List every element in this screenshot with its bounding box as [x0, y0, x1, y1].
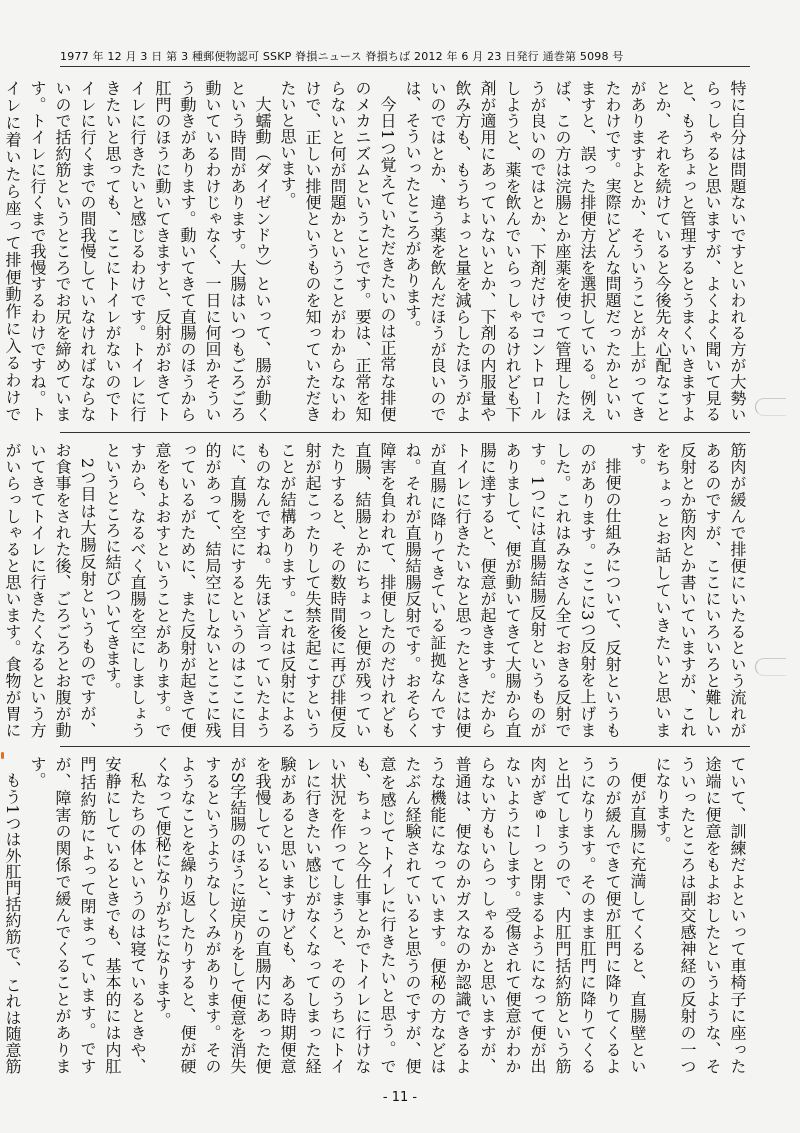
paragraph: 便が直腸に充満してくると、直腸壁というのが緩んできて便が肛門に降りてくるようになります。そのまま肛門に降りてくると出てしまうので、内肛門括約筋という筋肉がぎゅーっと閉まるようになって便が出ないようにします。受傷されて便意がわからない方もいらっしゃるかと思いますが、普通は、便なのかガスなのか認識できるような機能になっています。便秘の方などはたぶん経験されていると思うのですが、便意を感じてトイレに行きたいと思う。でも、ちょっと今仕事とかでトイレに行けない状況を作ってしまうと、そのうちにトイレに行きたい感じがなくなってしまった経験があると思いますけども、ある時期便意を我慢していると、この直腸内にあった便がS字結腸のほうに逆戻りをして便意を消失するというようなしくみがあります。そのようなことを繰り返したりすると、便が硬くなって便秘になりがちになります。 [153, 756, 647, 1074]
paragraph: 筋肉が緩んで排便にいたるという流れがあるのですが、ここにいろいろと難しい反射とか筋肉とか書いていますが、これをちょっとお話していきたいと思います。 [628, 442, 747, 738]
binder-hole-mark [755, 658, 786, 676]
paragraph: 大蠕動（ダイゼンドウ）といって、腸が動くという時間があります。大腸はいつもごろごろ動いているわけじゃなく、一日に何回かそういう動きがあります。動いてきて直腸のほうから肛門のほうに動いてきますと、反射がおきてトイレに行きたいと感じるわけです。トイレに行きたいと思っても、ここにトイレがないのでトイレに行くまでの間我慢していなければならないので括約筋というところでお尻を締めています。トイレに行くまで我慢するわけですね。トイレに着いたら座って排便動作に入るわけで [3, 80, 272, 423]
text-block-3 [3, 756, 750, 1074]
block-divider [60, 746, 750, 747]
paragraph: ていて、訓練だよといって車椅子に座った途端に便意をもよおしたというような、そういったところは副交感神経の反射の一つになります。 [653, 756, 747, 1074]
newsletter-header: 1977 年 12 月 3 日 第 3 種郵便物認可 SSKP 脊損ニュース 脊損ちば 2012 年 6 月 23 日発行 通巻第 5098 号 [60, 50, 624, 63]
paragraph: 今日1つ覚えていただきたいのは正常な排便のメカニズムということです。要は、正常を知らないと何が問題かということがわからないわけで、正しい排便というものを知っていただきたいと思います。 [278, 80, 397, 422]
paragraph: 特に自分は問題ないですといわれる方が大勢いらっしゃると思いますが、よくよく聞いて見ると、もうちょっと管理するとうまくいきますよとか、それを続けていると今後先々心配なことがありますよとか、そういうことが上がってきたわけです。実際にどんな問題だったかといいますと、誤った排便方法を選択している。例えば、この方は浣腸とか座薬を使って管理したほうが良いのではとか、下剤だけでコントロールしようと、薬を飲んでいらっしゃるけれども下剤が適用にあっていないとか、下剤の内服量や飲み方も、もうちょっと量を減らしたほうがよいのではとか、違う薬を飲んだほうが良いのでは、そういったところがあります。 [403, 80, 747, 422]
page-number: - 11 - [382, 1090, 418, 1105]
block-divider [60, 432, 750, 433]
paragraph: 2つ目は大腸反射というものですが、お食事をされた後、ごろごろとお腹が動いてきてトイレに行きたくなるという方がいらっしゃると思います。食物が胃に [3, 442, 97, 738]
binder-hole-mark [755, 398, 786, 416]
paragraph: もう1つは外肛門括約筋で、これは随意筋 [3, 772, 22, 1074]
text-block-2 [3, 442, 750, 738]
scan-mark [1, 752, 4, 759]
paragraph: 排便の仕組みについて、反射というものがあります。ここに3つ反射を上げました。これはみなさん全ておきる反射です。1つには直腸結腸反射というものがありまして、便が動いてきて大腸から直腸に達すると、便意が起きます。だからトイレに行きたいなと思ったときには便が直腸に降りてきている証拠なんですね。それが直腸結腸反射です。おそらく障害を負われて、排便したのだけれども直腸、結腸とかにちょっと便が残っていたりすると、その数時間後に再び排便反射が起こったりして失禁を起こすということが結構あります。これは反射によるものなんですね。先ほど言っていたように、直腸を空にするというのはここに目的があって、結局空にしないとここに残っているがために、また反射が起きて便意をもよおすということがあります。ですから、なるべく直腸を空にしましょうというところに結びついてきます。 [103, 442, 622, 738]
paragraph: 私たちの体というのは寝ているときや、安静にしているときでも、基本的には内肛門括約筋によって閉まっています。ですが、障害の関係で緩んでくることがあります。 [28, 756, 147, 1074]
header-rule [60, 66, 750, 67]
text-block-1 [3, 80, 750, 423]
